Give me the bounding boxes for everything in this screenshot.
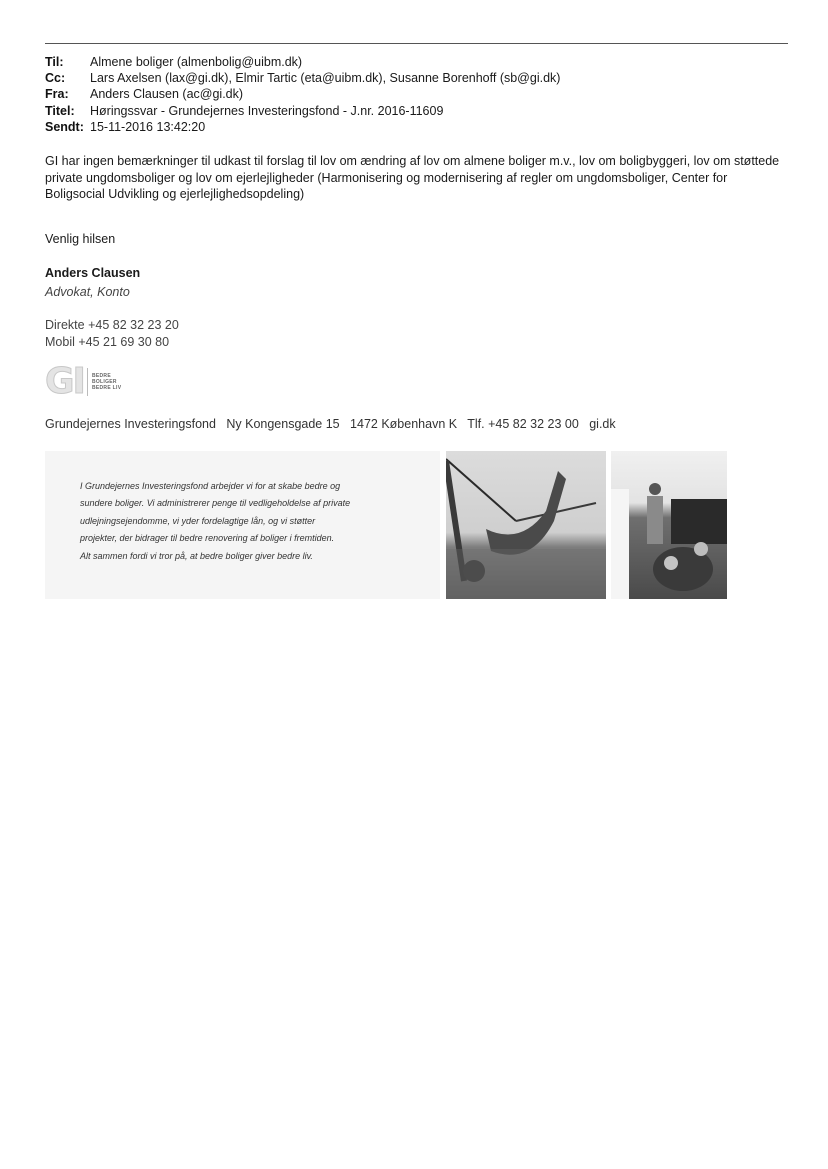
logo-letters: GI bbox=[45, 361, 84, 402]
header-cc-value: Lars Axelsen (lax@gi.dk), Elmir Tartic (eta@uibm.dk), Susanne Borenhoff (sb@gi.dk) bbox=[90, 71, 561, 86]
email-headers bbox=[45, 54, 560, 135]
mobile-phone: Mobil +45 21 69 30 80 bbox=[45, 334, 170, 349]
banner-photo-swing bbox=[446, 451, 606, 599]
header-to bbox=[45, 54, 560, 70]
header-subject-value: Høringssvar - Grundejernes Investeringsfond - J.nr. 2016-11609 bbox=[90, 103, 444, 118]
header-sent-label: Sendt: bbox=[45, 119, 84, 134]
header-subject bbox=[45, 103, 560, 119]
gi-logo bbox=[45, 361, 122, 402]
logo-tagline-line: BOLIGER bbox=[91, 379, 117, 385]
greeting: Venlig hilsen bbox=[45, 232, 116, 246]
header-sent bbox=[45, 119, 560, 135]
logo-tagline bbox=[92, 373, 121, 391]
logo-separator bbox=[87, 368, 88, 396]
header-from-value: Anders Clausen (ac@gi.dk) bbox=[90, 87, 244, 102]
header-sent-value: 15-11-2016 13:42:20 bbox=[90, 119, 206, 134]
header-to-label: Til: bbox=[45, 55, 64, 69]
header-to-value: Almene boliger (almenbolig@uibm.dk) bbox=[90, 55, 303, 69]
signature-title: Advokat, Konto bbox=[45, 285, 130, 299]
banner-line: sundere boliger. Vi administrerer penge til vedligeholdelse af private bbox=[80, 498, 351, 509]
header-cc bbox=[45, 70, 560, 86]
header-subject-label: Titel: bbox=[45, 103, 75, 118]
header-from bbox=[45, 86, 560, 102]
company-contact-line: Grundejernes Investeringsfond Ny Kongensgade 15 1472 København K Tlf. +45 82 32 23 00 gi.dk bbox=[45, 417, 616, 431]
banner-photo-people bbox=[611, 451, 727, 599]
header-cc-label: Cc: bbox=[45, 71, 66, 86]
banner-text bbox=[80, 478, 425, 565]
banner-line: projekter, der bidrager til bedre renovering af boliger i fremtiden. bbox=[80, 533, 335, 544]
header-divider bbox=[45, 43, 788, 44]
header-from-label: Fra: bbox=[45, 87, 69, 102]
banner-line: udlejningsejendomme, vi yder fordelagtige lån, og vi støtter bbox=[80, 515, 316, 526]
logo-tagline-line: BEDRE LIV bbox=[91, 385, 122, 391]
signature-name: Anders Clausen bbox=[45, 266, 141, 280]
banner-line: Alt sammen fordi vi tror på, at bedre boliger giver bedre liv. bbox=[80, 550, 313, 561]
email-body-paragraph: GI har ingen bemærkninger til udkast til forslag til lov om ændring af lov om almene boliger m.v., lov om boligbyggeri, lov om støttede private ungdomsboliger og lov om ejerlejligheder (Harmonisering og modernisering af regler om ungdomsboliger, Center for Boligsocial Udvikling og ejerlejlighedsopdeling) bbox=[45, 154, 780, 201]
signature-phones bbox=[45, 317, 179, 350]
logo-tagline-line: BEDRE bbox=[91, 373, 111, 379]
banner-line: I Grundejernes Investeringsfond arbejder vi for at skabe bedre og bbox=[80, 481, 341, 491]
direct-phone: Direkte +45 82 32 23 20 bbox=[45, 318, 179, 332]
